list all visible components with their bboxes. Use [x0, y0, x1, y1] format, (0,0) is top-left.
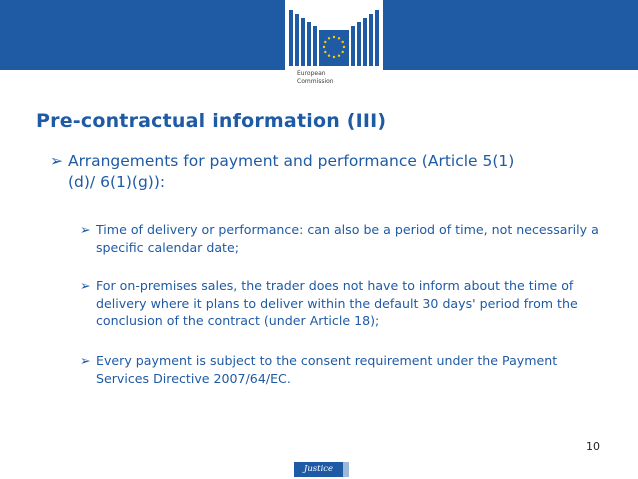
sub-bullet-text: For on-premises sales, the trader does not have to inform about the time of delivery where it plans to deliver within the default 30 days' period from the conclusion of the contract (under Article 18); [96, 278, 578, 328]
justice-badge-stripe [343, 462, 349, 477]
arrow-bullet-icon: ➢ [80, 222, 91, 237]
slide-title: Pre-contractual information (III) [36, 110, 387, 132]
logo-line-european: European [297, 70, 326, 77]
arrow-bullet-icon: ➢ [50, 152, 63, 170]
logo-line-commission: Commission [297, 78, 334, 85]
main-bullet [50, 151, 610, 193]
main-bullet-text [50, 151, 610, 193]
ec-building-icon [289, 4, 379, 66]
justice-badge: Justice [294, 462, 343, 477]
main-bullet-line: Arrangements for payment and performance (Article 5(1) [68, 152, 515, 170]
sub-bullet-text: Every payment is subject to the consent requirement under the Payment Services Directive 2007/64/EC. [96, 353, 558, 386]
arrow-bullet-icon: ➢ [80, 278, 91, 293]
european-commission-logo [285, 0, 383, 98]
main-bullet-line: (d)/ 6(1)(g)): [68, 173, 166, 191]
sub-bullet [80, 352, 600, 387]
logo-text [297, 70, 377, 86]
sub-bullet [80, 221, 600, 256]
sub-bullet [80, 277, 600, 330]
page-number: 10 [586, 440, 600, 453]
arrow-bullet-icon: ➢ [80, 353, 91, 368]
sub-bullet-text: Time of delivery or performance: can also be a period of time, not necessarily a specific calendar date; [96, 222, 599, 255]
